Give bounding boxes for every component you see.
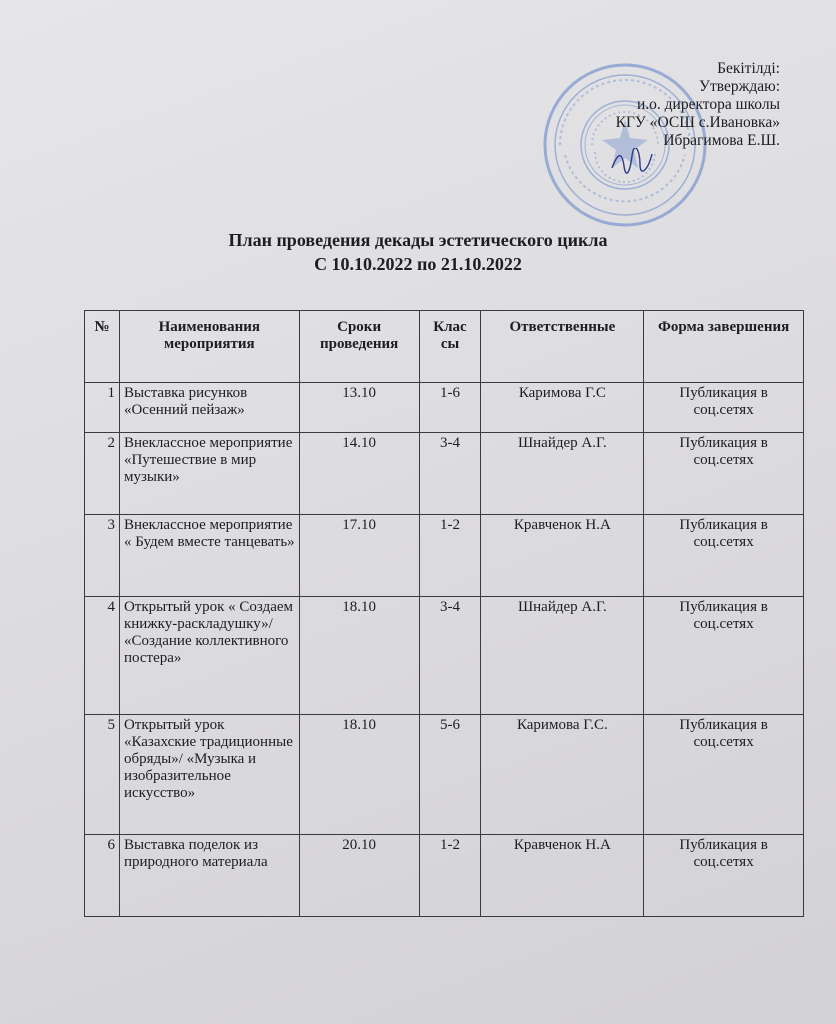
cell-number: 3 bbox=[85, 515, 120, 597]
approval-line-ru: Утверждаю: bbox=[699, 78, 780, 95]
cell-grades: 1-2 bbox=[419, 835, 481, 917]
document-title bbox=[0, 228, 836, 276]
cell-date: 20.10 bbox=[299, 835, 419, 917]
cell-date: 18.10 bbox=[299, 715, 419, 835]
cell-number: 6 bbox=[85, 835, 120, 917]
cell-date: 18.10 bbox=[299, 597, 419, 715]
cell-date: 17.10 bbox=[299, 515, 419, 597]
cell-name: Выставка рисунков «Осенний пейзаж» bbox=[119, 383, 299, 433]
table-row bbox=[85, 383, 804, 433]
cell-name: Открытый урок «Казахские традиционные обряды»/ «Музыка и изобразительное искусство» bbox=[119, 715, 299, 835]
cell-form: Публикация в соц.сетях bbox=[644, 835, 804, 917]
cell-name: Внеклассное мероприятие «Путешествие в мир музыки» bbox=[119, 433, 299, 515]
events-table bbox=[84, 310, 804, 917]
table-header-row bbox=[85, 311, 804, 383]
cell-responsible: Шнайдер А.Г. bbox=[481, 433, 644, 515]
col-header-form: Форма завершения bbox=[644, 311, 804, 383]
cell-grades: 3-4 bbox=[419, 433, 481, 515]
cell-number: 5 bbox=[85, 715, 120, 835]
title-line: План проведения декады эстетического цикла bbox=[228, 230, 608, 250]
cell-form: Публикация в соц.сетях bbox=[644, 515, 804, 597]
table-row bbox=[85, 715, 804, 835]
col-header-number: № bbox=[85, 311, 120, 383]
cell-form: Публикация в соц.сетях bbox=[644, 383, 804, 433]
cell-number: 4 bbox=[85, 597, 120, 715]
cell-grades: 1-2 bbox=[419, 515, 481, 597]
cell-responsible: Шнайдер А.Г. bbox=[481, 597, 644, 715]
cell-grades: 5-6 bbox=[419, 715, 481, 835]
col-header-name: Наименования мероприятия bbox=[119, 311, 299, 383]
cell-name: Внеклассное мероприятие « Будем вместе танцевать» bbox=[119, 515, 299, 597]
approval-position: и.о. директора школы bbox=[636, 96, 780, 113]
approval-block bbox=[560, 60, 780, 150]
cell-responsible: Кравченок Н.А bbox=[481, 515, 644, 597]
cell-date: 14.10 bbox=[299, 433, 419, 515]
cell-responsible: Каримова Г.С bbox=[481, 383, 644, 433]
table-row bbox=[85, 515, 804, 597]
cell-grades: 3-4 bbox=[419, 597, 481, 715]
cell-name: Открытый урок « Создаем книжку-раскладушку»/ «Создание коллективного постера» bbox=[119, 597, 299, 715]
approval-organization: КГУ «ОСШ с.Ивановка» bbox=[615, 114, 780, 131]
cell-number: 1 bbox=[85, 383, 120, 433]
col-header-grades: Клас сы bbox=[419, 311, 481, 383]
title-dates: С 10.10.2022 по 21.10.2022 bbox=[314, 254, 522, 274]
cell-number: 2 bbox=[85, 433, 120, 515]
cell-name: Выставка поделок из природного материала bbox=[119, 835, 299, 917]
cell-form: Публикация в соц.сетях bbox=[644, 715, 804, 835]
cell-form: Публикация в соц.сетях bbox=[644, 597, 804, 715]
table-row bbox=[85, 597, 804, 715]
approval-signatory: Ибрагимова Е.Ш. bbox=[663, 132, 780, 149]
col-header-date: Сроки проведения bbox=[299, 311, 419, 383]
signature bbox=[610, 148, 654, 174]
table-row bbox=[85, 433, 804, 515]
cell-responsible: Кравченок Н.А bbox=[481, 835, 644, 917]
table-row bbox=[85, 835, 804, 917]
col-header-responsible: Ответственные bbox=[481, 311, 644, 383]
cell-date: 13.10 bbox=[299, 383, 419, 433]
cell-form: Публикация в соц.сетях bbox=[644, 433, 804, 515]
cell-grades: 1-6 bbox=[419, 383, 481, 433]
cell-responsible: Каримова Г.С. bbox=[481, 715, 644, 835]
approval-line-kz: Бекітілді: bbox=[717, 60, 780, 77]
